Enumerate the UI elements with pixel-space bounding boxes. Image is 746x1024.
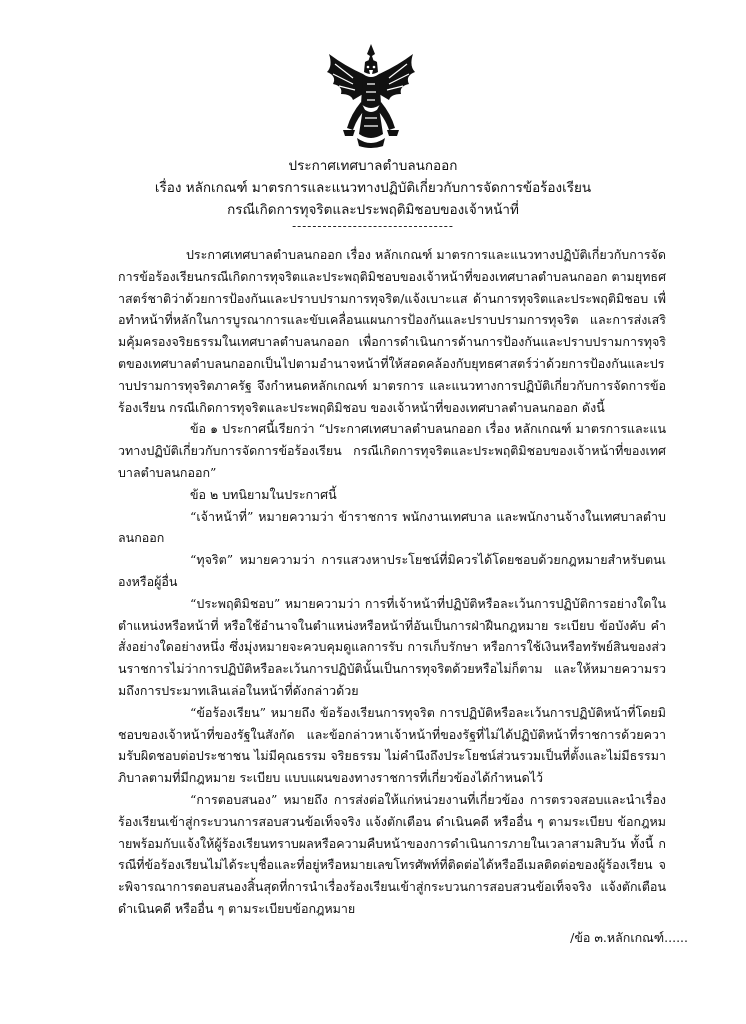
announcement-title: ประกาศเทศบาลตำบลนกออก: [288, 158, 458, 174]
header-separator: --------------------------------: [292, 219, 454, 233]
announcement-subject-continued: กรณีเกิดการทุจริตและประพฤติมิชอบของเจ้าหน้าที่: [227, 202, 519, 218]
garuda-emblem-icon: [323, 42, 419, 150]
intro-paragraph: ประกาศเทศบาลตำบลนกออก เรื่อง หลักเกณฑ์ มาตรการและแนวทางปฏิบัติเกี่ยวกับการจัดการข้อร้องเรียนกรณีเกิดการทุจริตและประพฤติมิชอบของเจ้าหน้าที่ของเทศบาลตำบลนกออก ตามยุทธศาสตร์ชาติว่าด้วยการป้องกันและปราบปรามการทุจริต/แจ้งเบาะแส ด้านการทุจริตและประพฤติมิชอบ เพื่อทำหน้าที่หลักในการบูรณาการและขับเคลื่อนแผนการป้องกันและปราบปรามการทุจริต และการส่งเสริมคุ้มครองจริยธรรมในเทศบาลตำบลนกออก เพื่อการดำเนินการด้านการป้องกันและปราบปรามการทุจริตของเทศบาลตำบลนกออกเป็นไปตามอำนาจหน้าที่ให้สอดคล้องกับยุทธศาสตร์ว่าด้วยการป้องกันและปราบปรามการทุจริตภาครัฐ จึงกำหนดหลักเกณฑ์ มาตรการ และแนวทางการปฏิบัติเกี่ยวกับการจัดการข้อร้องเรียน กรณีเกิดการทุจริตและประพฤติมิชอบ ของเจ้าหน้าที่ของเทศบาลตำบลนกออก ดังนี้: [118, 247, 666, 415]
definition-misconduct: “ประพฤติมิชอบ” หมายความว่า การที่เจ้าหน้าที่ปฏิบัติหรือละเว้นการปฏิบัติการอย่างใดในตำแหน่งหรือหน้าที่ หรือใช้อำนาจในตำแหน่งหรือหน้าที่อันเป็นการฝ่าฝืนกฎหมาย ระเบียบ ข้อบังคับ คำสั่งอย่างใดอย่างหนึ่ง ซึ่งมุ่งหมายจะควบคุมดูแลการรับ การเก็บรักษา หรือการใช้เงินหรือทรัพย์สินของส่วนราชการไม่ว่าการปฏิบัติหรือละเว้นการปฏิบัตินั้นเป็นการทุจริตด้วยหรือไม่ก็ตาม และให้หมายความรวมถึงการประมาทเลินเล่อในหน้าที่ดังกล่าวด้วย: [118, 595, 666, 698]
clause-1: ข้อ ๑ ประกาศนี้เรียกว่า “ประกาศเทศบาลตำบลนกออก เรื่อง หลักเกณฑ์ มาตรการและแนวทางปฏิบัติเกี่ยวกับการจัดการข้อร้องเรียน กรณีเกิดการทุจริตและประพฤติมิชอบของเจ้าหน้าที่ของเทศบาลตำบลนกออก”: [118, 421, 666, 480]
continuation-note: /ข้อ ๓.หลักเกณฑ์......: [570, 930, 688, 945]
definition-corruption: “ทุจริต” หมายความว่า การแสวงหาประโยชน์ที่มิควรได้โดยชอบด้วยกฎหมายสำหรับตนเองหรือผู้อื่น: [118, 552, 666, 589]
definition-officer: “เจ้าหน้าที่” หมายความว่า ข้าราชการ พนักงานเทศบาล และพนักงานจ้างในเทศบาลตำบลนกออก: [118, 508, 666, 546]
clause-2: ข้อ ๒ บทนิยามในประกาศนี้: [190, 486, 337, 502]
document-body: [118, 244, 666, 920]
definition-complaint: “ข้อร้องเรียน” หมายถึง ข้อร้องเรียนการทุจริต การปฏิบัติหรือละเว้นการปฏิบัติหน้าที่โดยมิชอบของเจ้าหน้าที่ของรัฐในสังกัด และข้อกล่าวหาเจ้าหน้าที่ของรัฐที่ไม่ได้ปฏิบัติหน้าที่ราชการด้วยความรับผิดชอบต่อประชาชน ไม่มีคุณธรรม จริยธรรม ไม่คำนึงถึงประโยชน์ส่วนรวมเป็นที่ตั้งและไม่มีธรรมาภิบาลตามที่มีกฎหมาย ระเบียบ แบบแผนของทางราชการที่เกี่ยวข้องได้กำหนดไว้: [118, 704, 666, 786]
definition-response: “การตอบสนอง” หมายถึง การส่งต่อให้แก่หน่วยงานที่เกี่ยวข้อง การตรวจสอบและนำเรื่องร้องเรียนเข้าสู่กระบวนการสอบสวนข้อเท็จจริง แจ้งตักเตือน ดำเนินคดี หรืออื่น ๆ ตามระเบียบ ข้อกฎหมายพร้อมกับแจ้งให้ผู้ร้องเรียนทราบผลหรือความคืบหน้าของการดำเนินการภายในเวลาสามสิบวัน ทั้งนี้ กรณีที่ข้อร้องเรียนไม่ได้ระบุชื่อและที่อยู่หรือหมายเลขโทรศัพท์ที่ติดต่อได้หรืออีเมลติดต่อของผู้ร้องเรียน จะพิจารณาการตอบสนองสิ้นสุดที่การนำเรื่องร้องเรียนเข้าสู่กระบวนการสอบสวนข้อเท็จจริง แจ้งตักเตือนดำเนินคดี หรืออื่น ๆ ตามระเบียบข้อกฎหมาย: [118, 791, 666, 916]
announcement-subject: เรื่อง หลักเกณฑ์ มาตรการและแนวทางปฏิบัติเกี่ยวกับการจัดการข้อร้องเรียน: [154, 180, 592, 196]
